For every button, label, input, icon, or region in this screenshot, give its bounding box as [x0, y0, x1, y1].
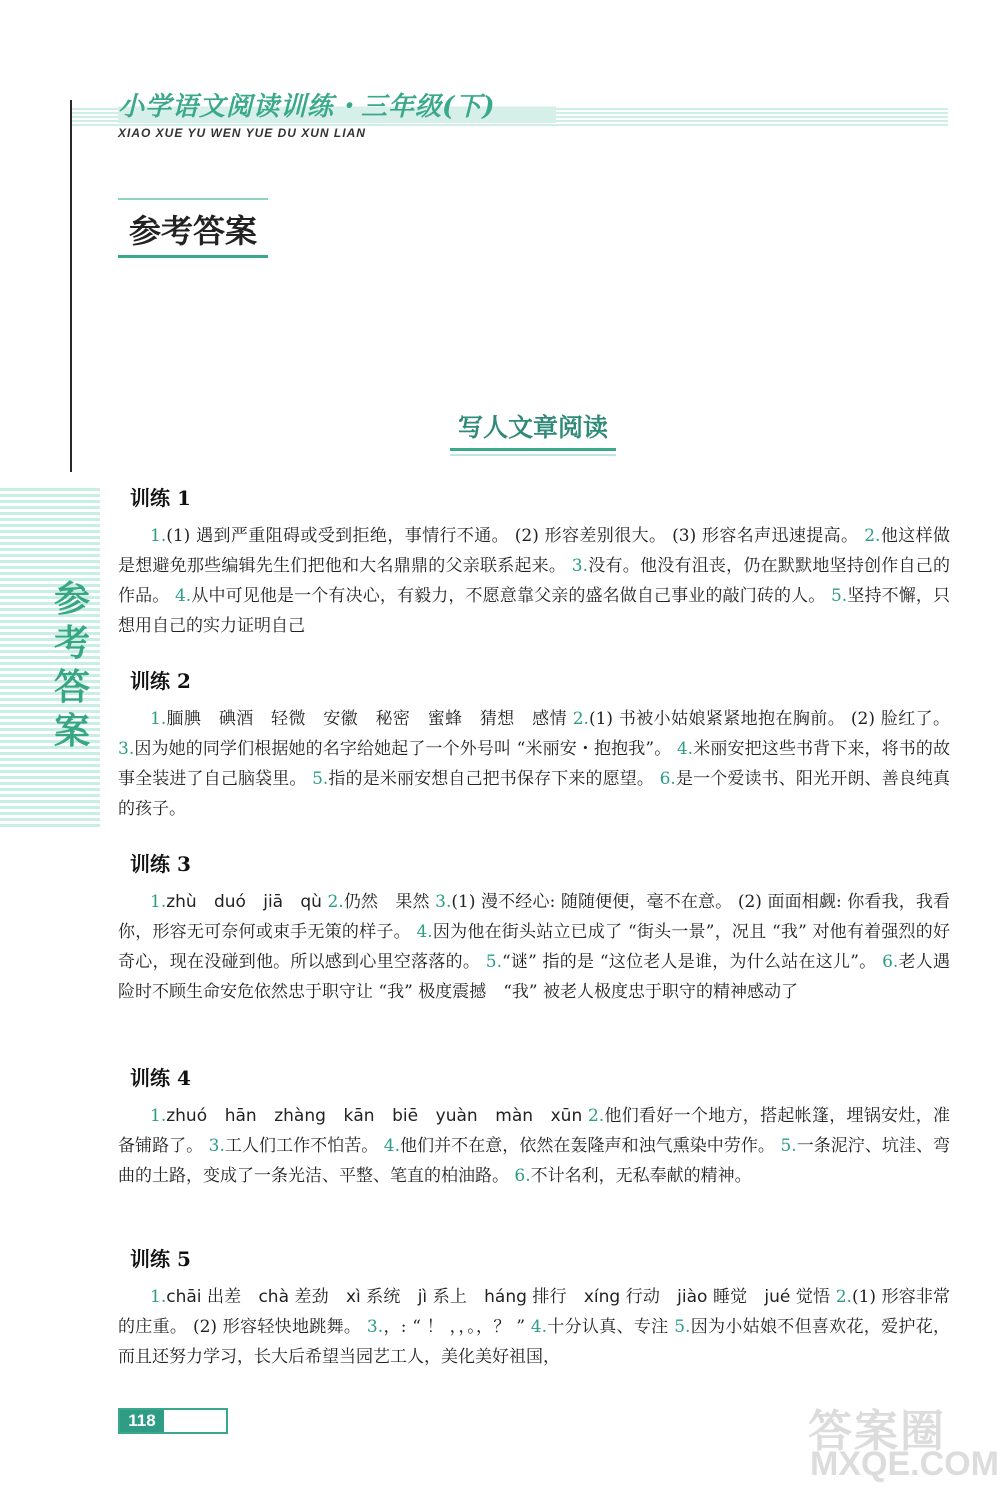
item-text: 指的是米丽安想自己把书保存下来的愿望。	[328, 769, 655, 789]
item-text: 十分认真、专注	[547, 1317, 669, 1337]
item-number: 3.	[571, 556, 589, 576]
book-title: 小学语文阅读训练・三年级(下)	[118, 86, 556, 123]
item-text: 仍然 果然	[343, 892, 430, 912]
page-number-box	[118, 1408, 228, 1434]
item-text: 坚持不懈，只想用自己的实力证明自己	[118, 586, 951, 636]
item-number: 1.	[150, 892, 167, 912]
margin-rule	[70, 100, 72, 472]
item-number: 2.	[572, 709, 589, 729]
training-heading: 训练 1	[130, 486, 191, 510]
item-number: 4.	[174, 586, 192, 606]
item-number: 5.	[780, 1136, 797, 1156]
item-text: 老人遇险时不顾生命安危依然忠于职守让 “我” 极度震撼 “我” 被老人极度忠于职守的精神感动了	[118, 952, 951, 1002]
training-answers	[118, 1282, 950, 1372]
item-number: 5.	[485, 952, 502, 972]
item-text: 是一个爱读书、阳光开朗、善良纯真的孩子。	[118, 769, 951, 819]
item-number: 1.	[150, 526, 167, 546]
side-tab-char: 考	[53, 623, 90, 664]
training-answers	[118, 887, 950, 1007]
item-number: 4.	[676, 739, 694, 759]
item-text: 一条泥泞、坑洼、弯曲的土路，变成了一条光洁、平整、笔直的柏油路。	[118, 1136, 951, 1186]
side-tab-char: 案	[53, 711, 90, 752]
training-answers	[118, 704, 950, 824]
item-text: “谜” 指的是 “这位老人是谁，为什么站在这儿”。	[502, 952, 877, 972]
item-number: 6.	[882, 952, 899, 972]
item-text: 因为他在街头站立已成了 “街头一景”，况且 “我” 对他有着强烈的好奇心，现在没碰到他。所以感到心里空落落的。	[118, 922, 951, 972]
item-text: 工人们工作不怕苦。	[224, 1136, 379, 1156]
item-text: (1) 遇到严重阻碍或受到拒绝，事情行不通。 (2) 形容差别很大。 (3) 形容名声迅速提高。	[166, 526, 859, 546]
training-block	[118, 1062, 950, 1191]
side-tab-char: 答	[53, 667, 90, 708]
item-number: 5.	[674, 1317, 691, 1337]
answer-title-rule	[118, 198, 268, 200]
item-text: 没有。他没有沮丧，仍在默默地坚持创作自己的作品。	[118, 556, 951, 606]
item-number: 3.	[208, 1136, 225, 1156]
item-text: 米丽安把这些书背下来，将书的故事全装进了自己脑袋里。	[118, 739, 950, 789]
item-number: 2.	[835, 1287, 852, 1307]
training-block	[118, 482, 950, 641]
training-heading: 训练 5	[130, 1247, 191, 1271]
item-text: 不计名利，无私奉献的精神。	[530, 1166, 752, 1186]
item-number: 5.	[830, 586, 848, 606]
item-text: 他们并不在意，依然在轰隆声和浊气熏染中劳作。	[400, 1136, 775, 1156]
item-number: 4.	[530, 1317, 547, 1337]
item-text: chāi 出差 chà 差劲 xì 系统 jì 系上 háng 排行 xíng 行动 jiào 睡觉 jué 觉悟	[166, 1287, 831, 1307]
item-number: 2.	[587, 1106, 605, 1126]
answer-title: 参考答案	[118, 205, 268, 258]
training-block	[118, 848, 950, 1007]
item-text: 从中可见他是一个有决心，有毅力，不愿意靠父亲的盛名做自己事业的敲门砖的人。	[191, 586, 826, 606]
item-number: 4.	[416, 922, 433, 942]
side-tab-label	[52, 578, 92, 754]
item-text: zhuó hān zhàng kān biē yuàn màn xūn	[166, 1106, 583, 1126]
item-number: 6.	[514, 1166, 531, 1186]
item-text: (1) 形容非常的庄重。 (2) 形容轻快地跳舞。	[118, 1287, 950, 1337]
item-number: 2.	[327, 892, 344, 912]
side-tab-char: 参	[53, 579, 90, 620]
section-title: 写人文章阅读	[450, 408, 616, 451]
watermark-logo: 答案圈	[808, 1407, 946, 1456]
item-text: (1) 书被小姑娘紧紧地抱在胸前。 (2) 脸红了。	[588, 709, 951, 729]
item-text: 因为小姑娘不但喜欢花，爱护花，而且还努力学习，长大后希望当园艺工人，美化美好祖国，	[118, 1317, 951, 1367]
training-answers	[118, 1101, 950, 1191]
item-text: 腼腆 碘酒 轻微 安徽 秘密 蜜蜂 猜想 感情	[166, 709, 567, 729]
training-answers	[118, 521, 950, 641]
item-number: 5.	[312, 769, 329, 789]
book-subtitle-pinyin: XIAO XUE YU WEN YUE DU XUN LIAN	[118, 126, 366, 140]
item-text: 他们看好一个地方，搭起帐篷，埋锅安灶，准备铺路了。	[118, 1106, 951, 1156]
item-number: 1.	[150, 709, 167, 729]
item-text: ，: “ ！ ，，。，？ ”	[383, 1317, 526, 1337]
item-number: 2.	[864, 526, 881, 546]
item-number: 3.	[118, 739, 135, 759]
page-number: 118	[120, 1410, 164, 1432]
item-number: 4.	[383, 1136, 401, 1156]
training-heading: 训练 2	[130, 669, 191, 693]
item-number: 6.	[659, 769, 676, 789]
item-number: 3.	[366, 1317, 384, 1337]
training-block	[118, 1243, 950, 1372]
training-heading: 训练 3	[130, 852, 191, 876]
item-text: 他这样做是想避免那些编辑先生们把他和大名鼎鼎的父亲联系起来。	[118, 526, 951, 576]
item-number: 1.	[150, 1106, 167, 1126]
training-block	[118, 665, 950, 824]
watermark-url: MXQE.COM	[810, 1445, 999, 1483]
item-text: (1) 漫不经心: 随随便便，毫不在意。 (2) 面面相觑: 你看我，我看你，形容无可奈何或束手无策的样子。	[118, 892, 951, 942]
item-text: zhù duó jiā qù	[166, 892, 322, 912]
training-heading: 训练 4	[130, 1066, 191, 1090]
item-number: 3.	[435, 892, 452, 912]
item-number: 1.	[150, 1287, 167, 1307]
item-text: 因为她的同学们根据她的名字给她起了一个外号叫 “米丽安・抱抱我”。	[134, 739, 672, 759]
